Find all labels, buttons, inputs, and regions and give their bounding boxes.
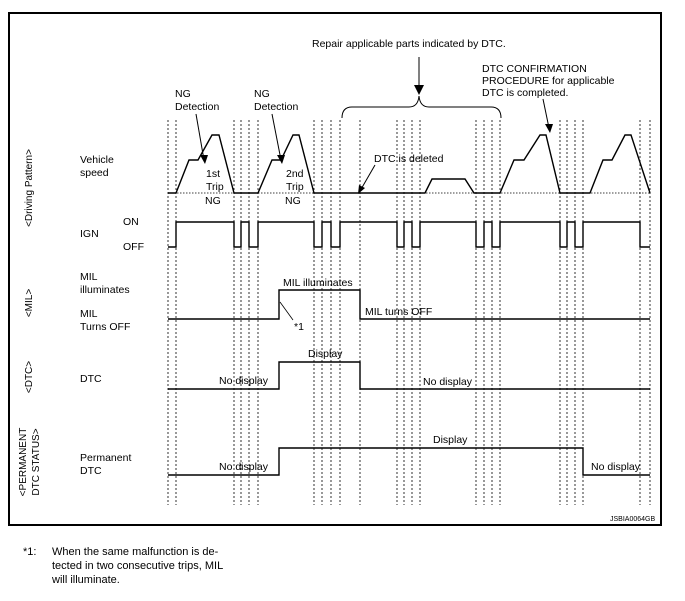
ign-on-label: ON xyxy=(123,216,139,228)
mil-illuminates-label-line2: illuminates xyxy=(80,284,130,296)
dtc-confirmation-arrow-head xyxy=(545,124,553,133)
trip2-label: 2nd xyxy=(286,168,304,180)
ng2-detection-label: Detection xyxy=(254,101,299,113)
permanent-no-display-1: No display xyxy=(219,461,269,473)
dtc-confirmation-line2: PROCEDURE for applicable xyxy=(482,75,615,87)
mil-turns-off-state: MIL turns OFF xyxy=(365,306,433,318)
dtc-no-display-1: No display xyxy=(219,375,269,387)
ng1-label: NG xyxy=(175,88,191,100)
dtc-display-state: Display xyxy=(308,348,343,360)
driving-pattern-group-label: <Driving Pattern> xyxy=(24,149,35,227)
mil-illuminates-state: MIL illuminates xyxy=(283,277,353,289)
mil-note-leader xyxy=(280,302,293,320)
footnote-marker: *1: xyxy=(23,546,37,558)
permanent-display-state: Display xyxy=(433,434,468,446)
ign-label: IGN xyxy=(80,228,99,240)
trip2-trip-label: Trip xyxy=(286,181,304,193)
permanent-group-label-line1: <PERMANENT xyxy=(18,427,29,497)
trip1-label: 1st xyxy=(206,168,221,180)
footnote-line2: tected in two consecutive trips, MIL xyxy=(52,560,224,572)
dtc-label: DTC xyxy=(80,373,102,385)
ign-trace xyxy=(168,222,650,247)
footnote-line3: will illuminate. xyxy=(52,574,120,586)
repair-callout: Repair applicable parts indicated by DTC. xyxy=(312,38,506,50)
ng2-label: NG xyxy=(254,88,270,100)
figure-code: JSBIA0064GB xyxy=(610,516,656,523)
ng1-arrow-head xyxy=(200,155,208,164)
permanent-group-label-line2: DTC STATUS> xyxy=(31,428,42,496)
dtc-confirmation-arrow-line xyxy=(543,99,549,128)
dtc-no-display-2: No display xyxy=(423,376,473,388)
repair-brace xyxy=(342,96,501,118)
trip1-trip-label: Trip xyxy=(206,181,224,193)
mil-group-label: <MIL> xyxy=(24,288,35,318)
ng1-detection-label: Detection xyxy=(175,101,220,113)
vehicle-speed-label-line1: Vehicle xyxy=(80,154,114,166)
footnote-line1: When the same malfunction is de- xyxy=(52,546,219,558)
ign-off-label: OFF xyxy=(123,241,144,253)
dtc-deleted-label: DTC is deleted xyxy=(374,153,444,165)
mil-turns-off-label-line2: Turns OFF xyxy=(80,321,131,333)
trip1-ng-label: NG xyxy=(205,195,221,207)
permanent-dtc-label-line1: Permanent xyxy=(80,452,132,464)
dtc-confirmation-line3: DTC is completed. xyxy=(482,87,569,99)
dtc-group-label: <DTC> xyxy=(24,360,35,394)
mil-note-ref: *1 xyxy=(294,321,304,333)
repair-arrow-head xyxy=(414,85,424,95)
dtc-confirmation-line1: DTC CONFIRMATION xyxy=(482,63,587,75)
vehicle-speed-label-line2: speed xyxy=(80,167,109,179)
mil-illuminates-label-line1: MIL xyxy=(80,271,98,283)
trip2-ng-label: NG xyxy=(285,195,301,207)
permanent-dtc-label-line2: DTC xyxy=(80,465,102,477)
ng1-arrow-line xyxy=(196,114,204,160)
permanent-no-display-2: No display xyxy=(591,461,641,473)
ng2-arrow-line xyxy=(272,114,281,160)
mil-turns-off-label-line1: MIL xyxy=(80,308,98,320)
